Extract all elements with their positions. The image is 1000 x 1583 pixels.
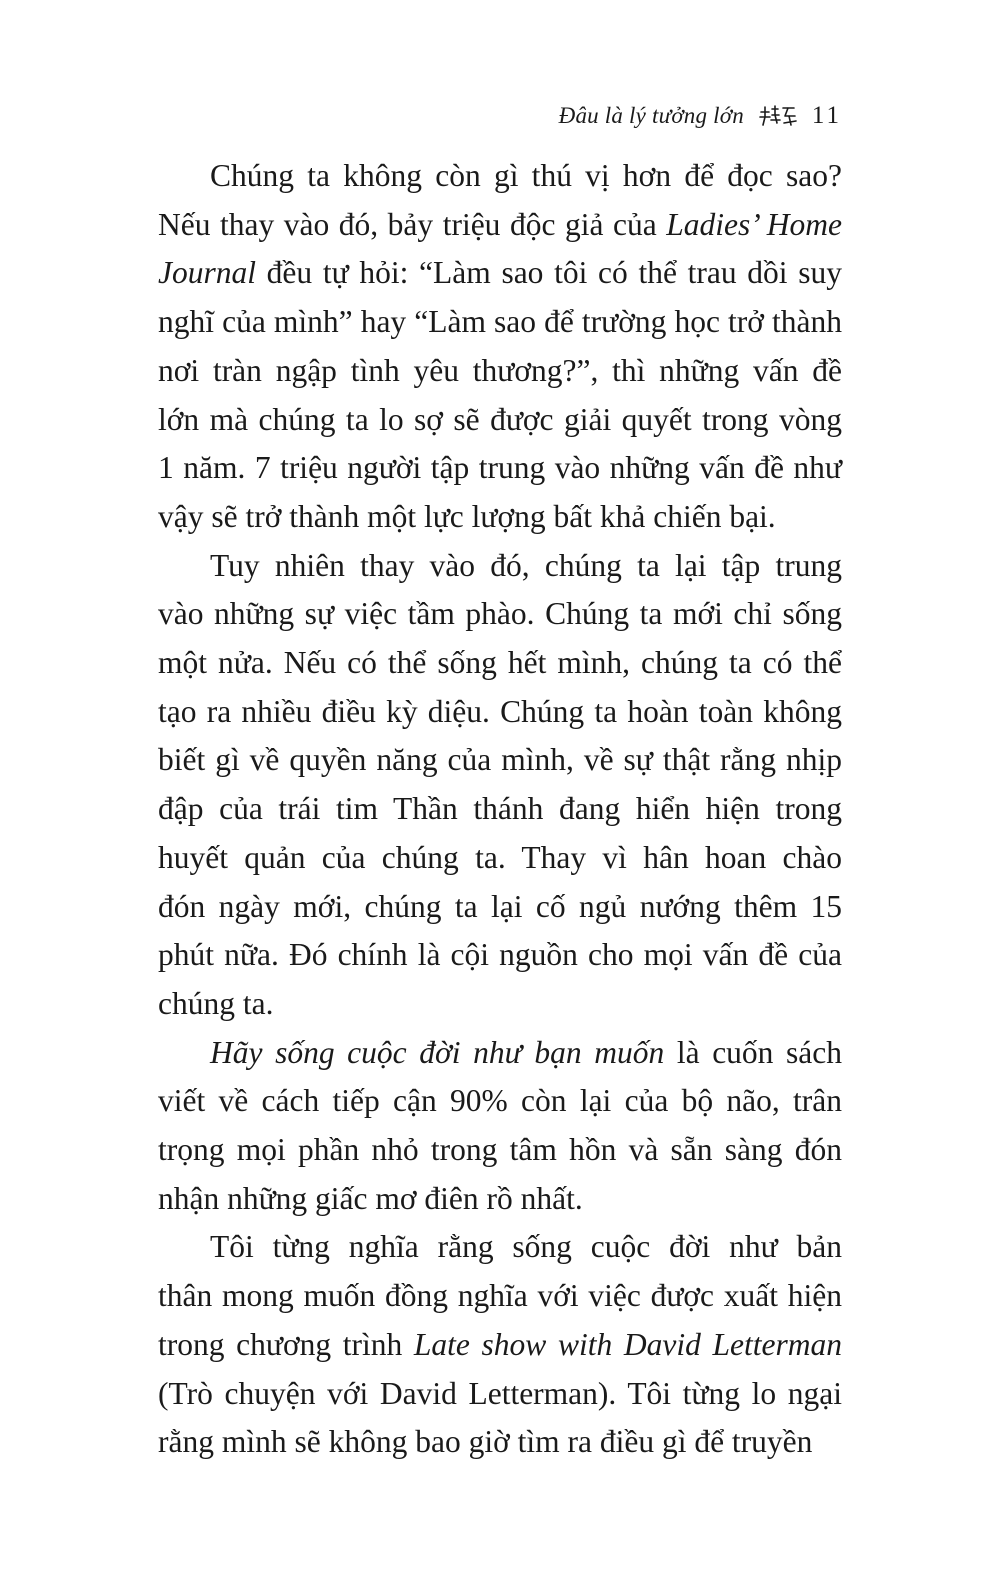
- text-run: đập của trái tim Thần thánh đang hiển hiện trong: [158, 791, 842, 827]
- text-line: [158, 347, 842, 396]
- text-run: vậy sẽ trở thành một lực lượng bất khả chiến bại.: [158, 498, 776, 534]
- paragraph: [158, 1223, 842, 1467]
- text-line: [158, 639, 842, 688]
- body-text: [158, 152, 842, 1467]
- text-run: nhận những giấc mơ điên rồ nhất.: [158, 1180, 583, 1216]
- running-header: [559, 96, 842, 136]
- text-line: [158, 1418, 842, 1467]
- text-run: là cuốn sách: [664, 1034, 842, 1070]
- text-run: thân mong muốn đồng nghĩa với việc được xuất hiện: [158, 1278, 842, 1314]
- text-run: biết gì về quyền năng của mình, về sự thật rằng nhịp: [158, 742, 842, 778]
- text-line: [158, 1077, 842, 1126]
- page-number: 11: [811, 102, 842, 129]
- text-line: [158, 542, 842, 591]
- text-run: lớn mà chúng ta lo sợ sẽ được giải quyết trong vòng: [158, 401, 842, 437]
- text-run: trong chương trình: [158, 1326, 414, 1362]
- text-run: nghĩ của mình” hay “Làm sao để trường học trở thành: [158, 304, 842, 340]
- text-line: [158, 883, 842, 932]
- text-run: Nếu thay vào đó, bảy triệu độc giả của: [158, 206, 667, 242]
- text-run: nơi tràn ngập tình yêu thương?”, thì những vấn đề: [158, 352, 842, 388]
- text-line: [158, 298, 842, 347]
- text-run: trọng mọi phần nhỏ trong tâm hồn và sẵn sàng đón: [158, 1132, 842, 1168]
- text-line: [158, 688, 842, 737]
- text-line: [158, 1370, 842, 1419]
- text-run: rằng mình sẽ không bao giờ tìm ra điều gì để truyền: [158, 1424, 813, 1460]
- text-run: Tôi từng nghĩa rằng sống cuộc đời như bản: [210, 1229, 842, 1265]
- text-line: [158, 980, 842, 1029]
- text-run: chúng ta.: [158, 985, 274, 1021]
- calligraphy-ornament-icon: [758, 103, 798, 129]
- text-line: [158, 1029, 842, 1078]
- text-line: [158, 396, 842, 445]
- text-line: [158, 1321, 842, 1370]
- text-run: 1 năm. 7 triệu người tập trung vào những vấn đề như: [158, 450, 842, 486]
- text-run: một nửa. Nếu có thể sống hết mình, chúng ta có thể: [158, 645, 842, 681]
- text-run: huyết quản của chúng ta. Thay vì hân hoan chào: [158, 839, 842, 875]
- italic-title: Journal: [158, 255, 256, 291]
- text-line: [158, 493, 842, 542]
- italic-title: Hãy sống cuộc đời như bạn muốn: [210, 1034, 665, 1070]
- text-run: tạo ra nhiều điều kỳ diệu. Chúng ta hoàn toàn không: [158, 693, 842, 729]
- text-line: [158, 444, 842, 493]
- italic-title: Late show with David Letterman: [413, 1326, 842, 1362]
- text-line: [158, 249, 842, 298]
- paragraph: [158, 152, 842, 542]
- text-run: Tuy nhiên thay vào đó, chúng ta lại tập trung: [210, 547, 842, 583]
- text-line: [158, 785, 842, 834]
- text-run: phút nữa. Đó chính là cội nguồn cho mọi vấn đề của: [158, 937, 842, 973]
- text-run: Chúng ta không còn gì thú vị hơn để đọc sao?: [210, 158, 842, 193]
- text-line: [158, 834, 842, 883]
- text-run: vào những sự việc tầm phào. Chúng ta mới chỉ sống: [158, 596, 842, 632]
- text-run: đón ngày mới, chúng ta lại cố ngủ nướng thêm 15: [158, 888, 842, 924]
- paragraph: [158, 1029, 842, 1224]
- text-run: đều tự hỏi: “Làm sao tôi có thể trau dồi suy: [256, 255, 842, 291]
- text-line: [158, 590, 842, 639]
- text-line: [158, 736, 842, 785]
- text-line: [158, 1223, 842, 1272]
- text-line: [158, 1272, 842, 1321]
- text-line: [158, 152, 842, 201]
- text-run: (Trò chuyện với David Letterman). Tôi từng lo ngại: [158, 1375, 842, 1411]
- text-line: [158, 1175, 842, 1224]
- paragraph: [158, 542, 842, 1029]
- text-line: [158, 1126, 842, 1175]
- italic-title: Ladies’ Home: [666, 206, 842, 242]
- chapter-title: Đâu là lý tưởng lớn: [558, 103, 744, 128]
- text-line: [158, 931, 842, 980]
- text-line: [158, 201, 842, 250]
- text-run: viết về cách tiếp cận 90% còn lại của bộ não, trân: [158, 1083, 842, 1119]
